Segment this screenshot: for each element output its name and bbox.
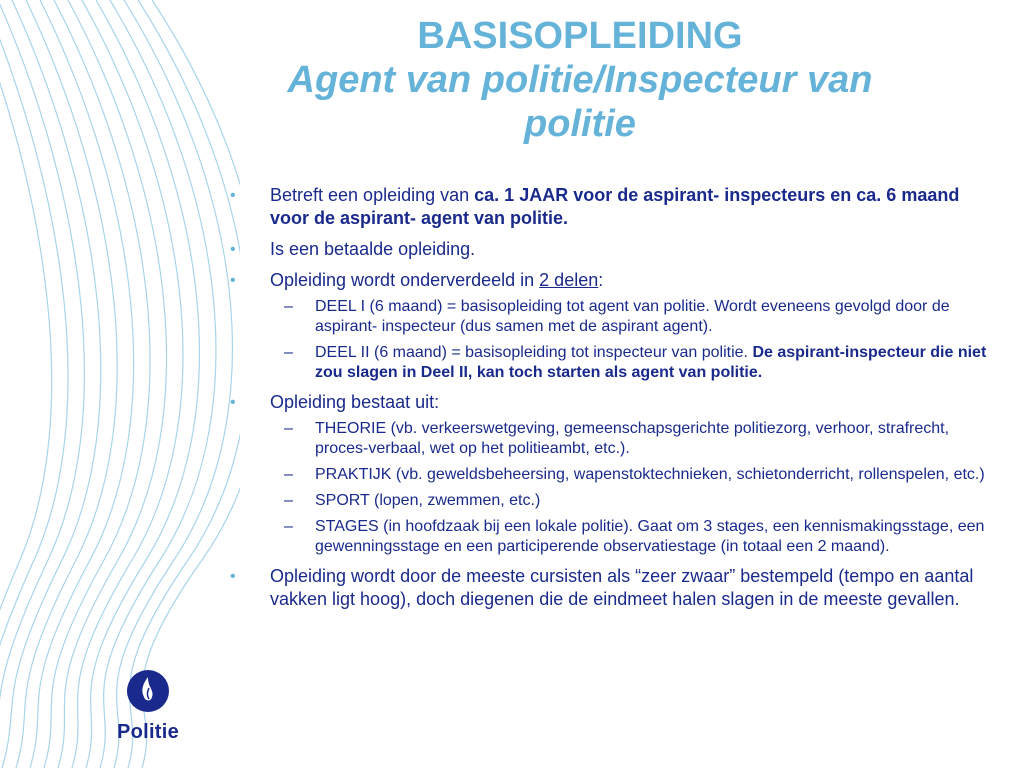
bullet-marker: •: [230, 272, 236, 289]
dash-marker: –: [284, 420, 293, 437]
sub-text: THEORIE (vb. verkeerswetgeving, gemeenschapsgerichte politiezorg, verhoor, strafrecht, proces-verbaal, wet op het politieambt, etc.).: [315, 420, 950, 457]
sub-text: STAGES (in hoofdzaak bij een lokale politie). Gaat om 3 stages, een kennismakingsstage, een gewenningsstage en een participerende observatiestage (in totaal een 2 maand).: [315, 518, 985, 555]
sub-text: PRAKTIJK (vb. geweldsbeheersing, wapenstoktechnieken, schietonderricht, rollenspelen, etc.): [315, 466, 985, 483]
bullet-marker: •: [230, 568, 236, 585]
decorative-line: [128, 0, 240, 768]
bullet-item-parts: [230, 269, 1000, 383]
title-line-2: Agent van politie/Inspecteur van: [287, 59, 873, 101]
sub-text: DEEL II (6 maand) = basisopleiding tot inspecteur van politie.: [315, 344, 753, 361]
decorative-line: [0, 0, 84, 768]
bullet-bold-text: ca. 1 JAAR voor de aspirant- inspecteurs en ca. 6 maand voor de aspirant- agent van politie.: [270, 185, 960, 228]
bullet-marker: •: [230, 187, 236, 204]
slide-content: [230, 184, 1000, 619]
bullet-text: Is een betaalde opleiding.: [270, 239, 476, 259]
bullet-list: [230, 184, 1000, 611]
bullet-suffix: :: [598, 270, 604, 290]
bullet-text: Opleiding bestaat uit:: [270, 392, 440, 412]
decorative-line: [58, 0, 167, 768]
sub-item-deel-2: [270, 343, 1000, 383]
slide-title: [230, 14, 930, 146]
sub-text: SPORT (lopen, zwemmen, etc.): [315, 492, 541, 509]
two-parts-link[interactable]: 2 delen: [539, 270, 599, 290]
politie-logo: [108, 668, 188, 748]
sub-item-praktijk: [270, 465, 1000, 485]
title-line-3: politie: [524, 103, 636, 145]
sub-text: DEEL I (6 maand) = basisopleiding tot agent van politie. Wordt eveneens gevolgd door de aspirant- inspecteur (dus samen met de aspirant agent).: [315, 298, 950, 335]
dash-marker: –: [284, 344, 293, 361]
dash-marker: –: [284, 298, 293, 315]
bullet-text: Opleiding wordt onderverdeeld in: [270, 270, 540, 290]
bullet-text: Opleiding wordt door de meeste cursisten als “zeer zwaar” bestempeld (tempo en aantal vakken ligt hoog), doch diegenen die de eindmeet halen slagen in de meeste gevallen.: [270, 566, 974, 609]
dash-marker: –: [284, 518, 293, 535]
dash-marker: –: [284, 492, 293, 509]
bullet-marker: •: [230, 394, 236, 411]
logo-label: Politie: [116, 721, 180, 743]
dash-marker: –: [284, 466, 293, 483]
bullet-item-consists-of: [230, 391, 1000, 557]
bullet-item-difficulty: [230, 565, 1000, 611]
sub-bold-text: De aspirant-inspecteur die niet zou slagen in Deel II, kan toch starten als agent van politie.: [315, 344, 987, 381]
bullet-item-paid: [230, 238, 1000, 261]
bullet-text: Betreft een opleiding van: [270, 185, 475, 205]
title-line-1: BASISOPLEIDING: [417, 15, 743, 57]
decorative-curved-lines: [0, 0, 240, 768]
sub-item-theorie: [270, 419, 1000, 459]
bullet-marker: •: [230, 241, 236, 258]
sub-item-deel-1: [270, 297, 1000, 337]
flame-emblem-icon: [125, 668, 171, 714]
sub-item-sport: [270, 491, 1000, 511]
sub-list-parts: [270, 297, 1000, 383]
decorative-line: [44, 0, 150, 768]
decorative-line: [16, 0, 117, 768]
sub-item-stages: [270, 517, 1000, 557]
decorative-line: [30, 0, 134, 768]
decorative-line: [142, 0, 240, 768]
bullet-item-duration: [230, 184, 1000, 230]
sub-list-components: [270, 419, 1000, 557]
